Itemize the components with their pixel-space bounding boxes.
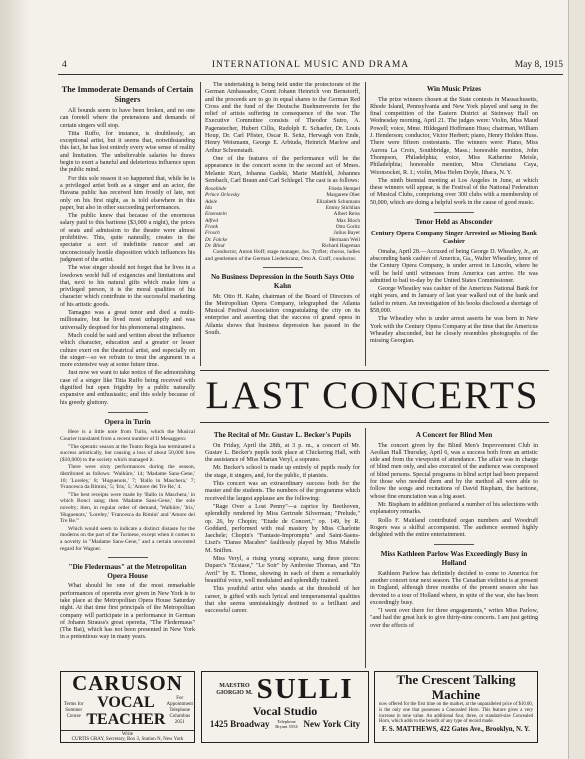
ad-sulli-maestro: MAESTRO	[219, 682, 250, 689]
paragraph: "I went over there for three engagements," writes Miss Parlow, "and had the great luck to give thirty-nine concerts. I am just getting over the effects of	[370, 608, 538, 629]
ad-caruso-address: CURTIS GRAY, Secretary, Box 3, Station N, New York	[71, 737, 184, 742]
paragraph: Mr. Otto H. Kahn, chairman of the Board of Directors of the Metropolitan Opera Company, telegraphed the Atlanta Musical Festival Association congratulating the city on its enterprise and asserting that the success of grand opera in Atlanta shows that business depression has passed in the South.	[205, 293, 360, 336]
paragraph: The Wheatley who is under arrest asserts he was born in New York with the Century Opera Company at the time that the Americus Wheatley absconded, but he closely resembles photographs of the missing Georgian.	[370, 316, 538, 345]
column-1	[60, 82, 195, 668]
paragraph: For this sole reason it so happened that, while he is a privileged artist both as a singer and an actor, the Havana public has received him frostily of late, not only on his first night, as is told elsewhere in this paper, but also in other succeeding performances.	[60, 175, 195, 211]
cast-row: Eisenstein Albert Reiss	[205, 211, 360, 218]
paragraph: One of the features of the performance will be the appearance in the concert scene in the second act of Mmes. Melanie Kurt, Johanna Gadski, Marie Mattfeld, Johannes Sembach, Carl Braun and Carl Schlegel. The cast is as follows:	[205, 155, 360, 184]
article-title-tenor: Tenor Held as Absconder	[415, 218, 493, 227]
column-rule	[200, 82, 201, 366]
paragraph: Just now we want to take notice of the admonishing case of a singer like Titta Ruffo being received with dignified but open frigidity by a public naturally expansive and enthusiastic; and this solely because of his greedy gluttony.	[60, 370, 195, 406]
article-title-opera-turin: Opera in Turin	[104, 417, 151, 426]
paragraph: Kathleen Parlow has definitely decided to come to America for another concert tour next season. The Canadian violinist is at present in England, although three months of the present season she has devoted to a tour of Holland where, in spite of the war, she has been exceedingly busy.	[370, 570, 538, 606]
paragraph: Rollo F. Maitland contributed organ numbers and Woodruff Rogers was a skilful accompanist. The audience seemed highly delighted with the entire entertainment.	[370, 517, 538, 539]
banner-rule-bottom	[200, 422, 549, 423]
article-title-singers: The Immoderate Demands of Certain Singers	[61, 85, 194, 104]
paragraph: Mr. Becker's school is made up entirely of pupils ready for the stage, it singers, and, for the public, if pianists.	[205, 465, 360, 479]
ad-sulli-address: 1425 Broadway	[209, 719, 270, 729]
cast-row: Frank Otto Goritz	[205, 223, 360, 230]
ad-sulli-first-name: GIORGIO M.	[216, 689, 253, 696]
ad-caruso-right: For Appointment Telephone Columbus 2051	[166, 696, 193, 725]
journal-title: INTERNATIONAL MUSIC AND DRAMA	[211, 60, 410, 70]
header-rule	[58, 74, 563, 75]
paragraph: Tamagno was a great tenor and died a multi-millionaire, but he lived most unhappily and was universally despised for his phenomenal stinginess.	[60, 310, 195, 331]
paragraph: The prize winners chosen at the State contests in Massachusetts, Rhode Island, Pennsylvania and New York played and sang in the final competition of the Eastern District at Steinway Hall on Wednesday morning, April 21. The judges were: Violin, Miss Maud Powell; voice, Mme. Hildegard Hoffmann Huss; chairman, William J. Henderson; conductor, Victor Herbert; piano, Henry Holden Huss. There were fifteen contestants. The winners were: Piano, Miss Aurora La Croix, Southbridge, Mass.; honorable mention, John Thompson, Philadelphia; voice, Miss Katherine Meisle, Philadelphia; honorable mention, Miss Christiana Caya, Woonsocket, R. I.; violin, Miss Helen Doyle, Ithaca, N. Y.	[370, 96, 538, 176]
binding-shadow	[0, 0, 30, 759]
article-title-parlow: Miss Kathleen Parlow Was Exceedingly Busy in Holland	[380, 550, 528, 568]
cast-row: Prince Orlovsky Margarete Ober	[205, 192, 360, 199]
cast-list	[205, 186, 360, 249]
article-title-blind: A Concert for Blind Men	[415, 431, 493, 439]
ad-caruso	[60, 671, 195, 743]
page-number: 4	[62, 60, 67, 70]
paragraph: Mr. Bispham in addition prefaced a number of his selections with explanatory remarks.	[370, 501, 538, 516]
issue-date: May 8, 1915	[514, 60, 563, 70]
paragraph: Much could be said and written about the influence which character, education and a greater or lesser culture exert on the theatrical artist, and especially on the singer—so we refrain to treat the argument in a more extensive way at some future time.	[60, 332, 195, 369]
column-3	[370, 82, 538, 366]
paragraph: "Rage Over a Lost Penny"—a caprice by Beethoven, splendidly rendered by Miss Gertrude Silverman; "Prelude," op. 26, by Chopin; "Etude de Concert," op. 149, by R. Goddard, performed with real mastery by Miss Charlotte Jaechele; Chopin's "Fantasie-Impromptu" and Saint-Saens-Liszt's "Danse Macabre" faultlessly played by Miss Mabelle M. Sniffen.	[205, 503, 360, 554]
paragraph: "The operatic season at the Teatro Regia has terminated a success artistically, but causing a loss of about 50,000 lires ($10,000) to the society which managed it.	[60, 443, 195, 463]
banner-last-concerts: LAST CONCERTS	[205, 374, 540, 417]
paragraph: George Wheatley was cashier of the Americus National Bank for eight years, and in January of last year walked out of the bank and failed to return. An investigation of his books disclosed a shortage of $58,000.	[370, 286, 538, 315]
cast-row: Dr. Falcke Hermann Weil	[205, 236, 360, 243]
column-2-lower	[205, 428, 360, 668]
article-title-fledermaus: "Die Fledermaus" at the Metropolitan Opera House	[68, 563, 187, 580]
divider	[434, 544, 474, 545]
paragraph: The concert given by the Blind Men's Improvement Club in Aeolian Hall Thursday, April 6, was a success both from an artistic side and from the viewpoint of attendance. The affair was in charge of blind men only, and also executed of the audience was composed of blind persons. Special programs in blind script had been prepared for those who needed them and by the method all were able to follow the songs and recitations of David Bispham, the baritone, whose fine enunciation was a big asset.	[370, 442, 538, 500]
column-2	[205, 82, 360, 366]
divider	[108, 412, 148, 413]
ad-sulli-studio: Vocal Studio	[252, 704, 318, 718]
paragraph: The undertaking is being held under the protectorate of the German Ambassador, Count Johann Heinrich von Bernstorff, and the proceeds are to go in equal shares to the German Red Cross and the fund of the Deutsche Buehnenverein for the relief of artists suffering in consequence of the war. The Executive Committee consists of Theodor Sutro, A. Pagenstecher, Hubert Cillis, Rudolph E. Schaefer, Dr. Louis Houp, Dr. Carl Pfister, Oscar R. Seitz, Herwagh von Ende, Henry Weismann, George E. Arbtuda, Heinrich Marlow and Arthur Schoenstadt.	[205, 82, 360, 154]
cast-row: Frosch Julius Bayer	[205, 230, 360, 237]
ad-crescent-body: now offered for the first time on the market, at the unparalleled price of $10.00, is the only one that possesses a Concealed Horn. This feature gives a very increase in tone value. An additional four, three, or standard-size Concealed Horn, which adds to the benefit of any type of record made.	[379, 702, 533, 725]
ad-caruso-name: CARUSON	[72, 671, 183, 695]
cast-row: Ida Emmy Stichlian	[205, 205, 360, 212]
ad-caruso-left: Terms for Summer Course	[63, 702, 84, 719]
banner-rule-top	[200, 370, 549, 371]
ad-sulli-name: SULLI	[256, 673, 354, 705]
column-rule	[365, 428, 366, 668]
paragraph: Which would seem to indicate a distinct distaste for the moderns on the part of the Turinese, except when it comes to a novelty in "Madame Sans-Gene," and a certain unwonted regard for Wagner.	[60, 525, 195, 552]
article-subtitle-tenor: Century Opera Company Singer Arrested as Missing Bank Cashier	[371, 229, 537, 245]
paragraph: Here is a little note from Turin, which the Musical Courier translated from a recent number of Il Mesaggero:	[60, 429, 195, 443]
ad-sulli-telephone: Telephone Bryant 5554	[275, 719, 298, 729]
paragraph: Conductor, Anton Hoff; stage manager, Jos. Tyrflet; chorus, ladies and gentlemen of the German Liederkranz, Otto A. Graff, conductor.	[205, 249, 360, 262]
ad-sulli	[201, 671, 369, 743]
ad-caruso-write: Write	[121, 732, 134, 737]
paragraph: Omaha, April 28.—Accused of being George D. Wheatley, Jr., an absconding bank cashier of America, Ga., Walter Wheatley, tenor of the Century Opera Company, is under arrest in Lincoln, where he will be held until witnesses from America can arrive. He was admitted to bail to-day by the United States Commissioner.	[370, 248, 538, 284]
paragraph: All bounds seem to have been broken, and no one can foretell where the pretensions and demands of certain singers will stop.	[60, 108, 195, 129]
adjacent-page-edge	[568, 0, 585, 759]
column-3-lower	[370, 428, 538, 668]
ad-crescent-name: The Crescent Talking Machine	[396, 672, 516, 702]
divider	[108, 557, 148, 558]
cast-row: Adele Elizabeth Schumann	[205, 198, 360, 205]
paragraph: This youthful artist who stands at the threshold of her career, is gifted with such lyrical and temperamental qualities that she seems unmistakingly destined to a brilliant and successful career.	[205, 586, 360, 615]
cast-row: Rosalinde Frieda Hempel	[205, 186, 360, 193]
cast-row: Alfred Max Bloch	[205, 217, 360, 224]
paragraph: There were sixty performances during the season, distributed as follows: 'Walküre,' 14; 'Madame Sans-Gene,' 10; 'Loreley,' 8; 'Huguenots,' 7; 'Ballo in Maschera,' 7; 'Francesca da Rimini,' 5; 'Iris,' 5; 'Amore dei Tre Re,' 4.	[60, 464, 195, 491]
cast-row: Dr. Blind Richard Hageman	[205, 242, 360, 249]
article-title-prizes: Win Music Prizes	[426, 85, 482, 93]
divider	[434, 212, 474, 213]
paragraph: What should be one of the most remarkable performances of operetta ever given in New York is to take place at the Metropolitan Opera House Saturday night. At that time first principals of the Metropolitan company will participate in a performance in German of Johann Strauss's great operetta, "The Fledermaus" (The Bat), which has not been presented in New York in a pretentious way in many years.	[60, 583, 195, 641]
paragraph: The public knew that because of the enormous salary paid to this baritone ($3,000 a night), the prices of seats and admission to the theatre were almost prohibitive. This, quite naturally, creates in the spectator a sort of indefinite rancor and an unconsciously hostile disposition which influences his judgment of the artist.	[60, 213, 195, 263]
ad-sulli-city: New York City	[303, 719, 361, 729]
paragraph: Titta Ruffo, for instance, is doubtlessly, an exceptional artist, but it seems that, notwithstanding this fact, he has lost entirely every wise sense of reality and limitation. The unbelievable salaries he draws begin to exert a baneful and deleterious influence upon the public mind.	[60, 130, 195, 174]
column-rule	[365, 82, 366, 366]
ad-crescent	[374, 671, 538, 743]
paragraph: On Friday, April the 28th, at 3 p. m., a concert of Mr. Gustav L. Becker's pupils took place at Chickering Hall, with the assistance of Miss Marian Veryl, a soprano.	[205, 442, 360, 464]
ad-crescent-footer: F. S. MATTHEWS, 422 Gates Ave., Brooklyn, N. Y.	[381, 726, 531, 734]
divider	[263, 267, 303, 268]
ad-caruso-teacher: TEACHER	[86, 711, 166, 728]
paragraph: This concert was an extraordinary success both for the master and the students. The numbers of the programme which received the largest applause are the following:	[205, 481, 360, 502]
article-title-recital: The Recital of Mr. Gustav L. Becker's Pupils	[213, 431, 352, 439]
article-title-business: No Business Depression in the South Says Otto Kahn	[210, 273, 355, 290]
paragraph: Miss Veryl, a rising young soprano, sang three pieces: Duparc's "Ecstase," "Le Soir" by Ambroise Thomas, and "En Avril" by E. Thome, showing in each of them a remarkably beautiful voice, well modulated and splendidly trained.	[205, 556, 360, 584]
ad-caruso-vocal: VOCAL	[97, 694, 155, 711]
paragraph: The ninth biennial meeting at Los Angeles in June, at which these winners will appear, is the Festival of the National Federation of Musical Clubs, comprising over 300 clubs with a membership of 50,000, which are doing a helpful work in the cause of good music.	[370, 177, 538, 206]
paragraph: "The best receipts were made by 'Ballo in Maschera,' in which Bonci sang; then 'Madame Sans-Gene,' the sole novelty; then, in regular order of demand, 'Walküre,' 'Iris,' 'Huguenots,' 'Loreley,' 'Francesca da Rimini' and 'Amore dei Tre Re.'"	[60, 491, 195, 525]
paragraph: The wise singer should not forget that he lives in a lowdown world full of exigencies and limitations and that, next to his natural gifts which make him a privileged person, it is the moral qualities of his character which contribute to the successful marketing of his artistic goods.	[60, 265, 195, 308]
